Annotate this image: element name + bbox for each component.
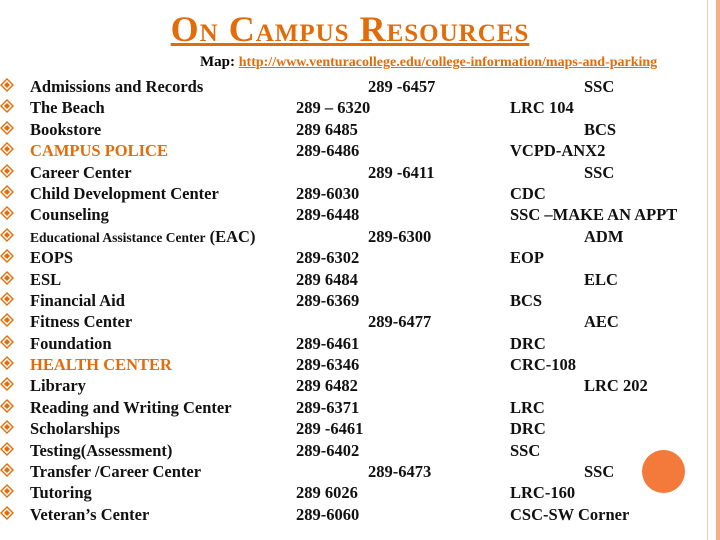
decorative-circle [642, 450, 685, 493]
resource-location: CSC-SW Corner [510, 504, 630, 524]
resource-location: LRC-160 [510, 483, 576, 503]
resource-location: SSC –MAKE AN APPT [510, 205, 678, 225]
resource-phone: 289-6369 [296, 290, 360, 310]
resource-phone: 289-6448 [296, 205, 360, 225]
resource-name: Library [30, 376, 86, 396]
diamond-bullet-icon [0, 121, 14, 135]
resource-phone: 289-6477 [368, 312, 432, 332]
resource-phone: 289 -6457 [368, 77, 436, 96]
resource-location: LRC 104 [510, 98, 574, 118]
diamond-bullet-icon [0, 484, 14, 498]
list-item [0, 355, 720, 376]
resource-location: DRC [510, 419, 546, 439]
diamond-bullet-icon [0, 356, 14, 370]
resource-name: Foundation [30, 333, 112, 353]
resource-phone: 289-6473 [368, 462, 432, 482]
diamond-bullet-icon [0, 99, 14, 113]
resource-phone: 289-6302 [296, 248, 360, 268]
list-item [0, 505, 720, 526]
diamond-bullet-icon [0, 463, 14, 477]
list-item [0, 205, 720, 226]
list-item [0, 291, 720, 312]
map-link[interactable]: http://www.venturacollege.edu/college-information/maps-and-parking [238, 55, 658, 70]
resource-name-tail: (EAC) [205, 226, 256, 246]
resource-phone: 289-6371 [296, 397, 360, 417]
resource-location: VCPD-ANX2 [510, 141, 606, 161]
resource-location: SSC [510, 440, 541, 460]
diamond-bullet-icon [0, 292, 14, 306]
diamond-bullet-icon [0, 335, 14, 349]
list-item [0, 163, 720, 184]
list-item [0, 141, 720, 162]
resource-name: Tutoring [30, 483, 92, 503]
resource-location: SSC [584, 162, 615, 182]
diamond-bullet-icon [0, 78, 14, 92]
list-item [0, 77, 720, 98]
diamond-bullet-icon [0, 313, 14, 327]
list-item [0, 98, 720, 119]
list-item [0, 184, 720, 205]
diamond-bullet-icon [0, 442, 14, 456]
diamond-bullet-icon [0, 142, 14, 156]
resource-name: Bookstore [30, 119, 102, 139]
resource-phone: 289 6484 [296, 269, 358, 289]
resource-phone: 289-6300 [368, 226, 432, 246]
resource-name: ESL [30, 269, 62, 289]
resource-location: BCS [510, 290, 543, 310]
resource-name: Testing(Assessment) [30, 440, 173, 460]
diamond-bullet-icon [0, 420, 14, 434]
diamond-bullet-icon [0, 185, 14, 199]
resource-phone: 289-6030 [296, 183, 360, 203]
resource-phone: 289 6026 [296, 483, 358, 503]
diamond-bullet-icon [0, 399, 14, 413]
resource-name: Reading and Writing Center [30, 397, 232, 417]
diamond-bullet-icon [0, 271, 14, 285]
resource-location: LRC [510, 397, 545, 417]
resource-location: CDC [510, 183, 546, 203]
resource-phone: 289-6461 [296, 333, 360, 353]
resource-name: HEALTH CENTER [30, 355, 172, 375]
page-title: On Campus Resources [170, 9, 530, 49]
list-item [0, 462, 720, 483]
resource-location: DRC [510, 333, 546, 353]
resource-name: Financial Aid [30, 290, 125, 310]
resource-phone: 289-6486 [296, 141, 360, 161]
resource-location: SSC [584, 462, 615, 482]
resource-name: Fitness Center [30, 312, 133, 332]
diamond-bullet-icon [0, 164, 14, 178]
resource-name: The Beach [30, 98, 105, 118]
resource-name: Career Center [30, 162, 132, 182]
resource-name: Admissions and Records [30, 77, 204, 96]
list-item [0, 120, 720, 141]
diamond-bullet-icon [0, 249, 14, 263]
resource-location: LRC 202 [584, 376, 648, 396]
diamond-bullet-icon [0, 377, 14, 391]
list-item [0, 334, 720, 355]
resource-name: Counseling [30, 205, 109, 225]
resource-phone: 289 -6411 [368, 162, 435, 182]
diamond-bullet-icon [0, 506, 14, 520]
list-item [0, 483, 720, 504]
resource-name: Transfer /Career Center [30, 462, 202, 482]
resource-phone: 289-6060 [296, 504, 360, 524]
map-line [200, 54, 657, 71]
list-item [0, 227, 720, 248]
resource-name: Veteran’s Center [30, 504, 150, 524]
resource-location: ELC [584, 269, 618, 289]
resource-name: Child Development Center [30, 183, 219, 203]
resource-phone: 289 – 6320 [296, 98, 371, 118]
resource-phone: 289 6485 [296, 119, 358, 139]
resource-phone: 289-6402 [296, 440, 360, 460]
list-item [0, 376, 720, 397]
resource-phone: 289 -6461 [296, 419, 364, 439]
resource-location: CRC-108 [510, 355, 576, 375]
diamond-bullet-icon [0, 206, 14, 220]
resource-phone: 289-6346 [296, 355, 360, 375]
resource-phone: 289 6482 [296, 376, 358, 396]
list-item [0, 419, 720, 440]
resource-location: AEC [584, 312, 619, 332]
resource-name: EOPS [30, 248, 74, 268]
list-item [0, 312, 720, 333]
resource-location: SSC [584, 77, 615, 96]
resource-name-small: Educational Assistance Center [30, 229, 206, 245]
resource-name [30, 227, 255, 247]
resource-name: CAMPUS POLICE [30, 141, 168, 161]
list-item [0, 248, 720, 269]
resource-location: EOP [510, 248, 544, 268]
list-item [0, 270, 720, 291]
resource-list [0, 77, 720, 526]
resource-location: BCS [584, 119, 617, 139]
diamond-bullet-icon [0, 228, 14, 242]
list-item [0, 398, 720, 419]
resource-name: Scholarships [30, 419, 120, 439]
map-label: Map: [200, 54, 235, 70]
resource-location: ADM [584, 226, 624, 246]
list-item [0, 441, 720, 462]
